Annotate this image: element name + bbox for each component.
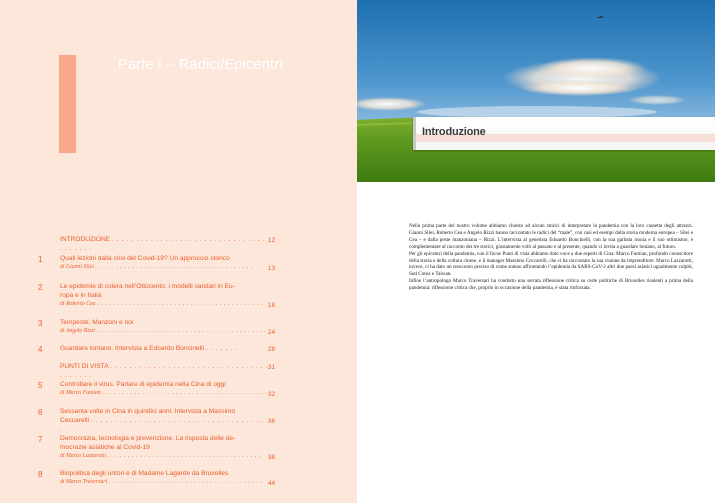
toc-author: di Gianni Silei . . . . . . . . . . . . . . . . . . . . . . . . . . . . . . . . . . . . . . . xyxy=(60,264,254,270)
toc-page: 24 xyxy=(267,329,275,336)
toc-number: 1 xyxy=(38,255,43,264)
toc-page: 36 xyxy=(267,418,275,425)
toc-author: di Roberto Cea . . . . . . . . . . . . . . . . . . . . . . . . . . . . . . . . . . . . . . . . . xyxy=(60,301,263,307)
intro-body-text xyxy=(409,223,693,292)
paragraph: Per gli epicentri della pandemia, con il focus Punti di vista abbiamo dato voce a due esperti di Cina: Marco Fumian, profondo conoscitore della storia e della cultura cinese, e il manager Massimo Ceccarelli, che ci ha raccontato la sua visione da imprenditore. Marco Lazzarotti, invece, ci ha dato un resoconto preciso di come stanno affrontando l’epidemia da SARS-CoV-2 altri due paesi asiatici ugualmente colpiti, Sud Corea e Taiwan. xyxy=(409,250,693,278)
landscape-photo xyxy=(357,0,715,182)
toc-page: 31 xyxy=(267,364,275,371)
intro-title-box xyxy=(413,117,715,150)
toc-number: 4 xyxy=(38,345,43,354)
right-page xyxy=(357,0,715,503)
toc-page: 44 xyxy=(267,480,275,487)
toc-title-line2: mocrazie asiatiche al Covid-19 xyxy=(60,444,150,451)
paragraph: Infine l’antropologo Marco Traversari ha condotto una serrata riflessione critica su certe politiche di Bruxelles risalenti a prima della pandemia: riflessione critica che, proprio in occasione della pandemia, è stata rinforzata. xyxy=(409,278,693,292)
accent-bar xyxy=(59,55,76,153)
toc-title-line2: ropa e in Italia xyxy=(60,292,102,299)
toc-title: Quali lezioni dalla crisi del Covid-19? Un approccio storico xyxy=(60,255,230,262)
toc-page: 18 xyxy=(267,302,275,309)
toc-author: di Angelo Rizzi . . . . . . . . . . . . . . . . . . . . . . . . . . . . . . . . . . . . . . . . . . xyxy=(60,328,267,334)
toc-number: 8 xyxy=(38,470,43,479)
toc-number: 5 xyxy=(38,381,43,390)
toc-title: Controllare il virus. Parlare di epidemia nella Cina di oggi xyxy=(60,381,226,388)
intro-title: Introduzione xyxy=(422,126,486,138)
toc-title: Guardare lontano. Intervista a Edoardo Boncinelli . . . . . . . xyxy=(60,345,238,352)
toc-number: 7 xyxy=(38,435,43,444)
toc-title: Le epidemie di colera nell’Ottocento: i modelli sanitari in Eu- xyxy=(60,283,235,290)
left-page xyxy=(0,0,357,503)
toc-title-line2: Ceccarelli . . . . . . . . . . . . . . . . . . . . . . . . . . . . . . . . . . . . . . xyxy=(60,417,269,433)
toc-page: 13 xyxy=(267,265,275,272)
toc-page: 32 xyxy=(267,391,275,398)
toc-title: Biopolitica degli untori e di Madame Lagarde da Bruxelles xyxy=(60,470,229,477)
toc-page: 38 xyxy=(267,454,275,461)
paragraph: Nella prima parte del nostro volume abbiamo chiesto ad alcuni storici di interpretare la pandemia con la loro cassetta degli attrezzi. Gianni Silei, Roberto Cea e Angelo Rizzi hanno raccontato le radici del “male”, con casi ed esempi dalla storia moderna europea – Silei e Cea – e dalla peste manzoniana – Rizzi. L’intervista al genetista Edoardo Boncinelli, con la sua garbata ironia e il suo ottimismo, è complementare al racconto dei tre storici, giustamente volti al passato e al presente, quando ci invita a guardare lontano, al futuro. xyxy=(409,223,693,250)
toc-author: di Marco Traversari . . . . . . . . . . . . . . . . . . . . . . . . . . . . . . . . . . . . . . xyxy=(60,479,263,485)
toc-page: 28 xyxy=(267,346,275,353)
part-title: Parte I – Radici/Epicentri xyxy=(118,57,283,73)
toc-number: 2 xyxy=(38,283,43,292)
toc-title: Democrazia, tecnologia e prevenzione. La risposta delle de- xyxy=(60,435,236,442)
toc-title: Tempeste, Manzoni e noi xyxy=(60,319,134,326)
toc-author: di Marco Fumian . . . . . . . . . . . . . . . . . . . . . . . . . . . . . . . . . . . . . . . . . xyxy=(60,390,269,396)
toc-number: 6 xyxy=(38,408,43,417)
toc-title: INTRODUZIONE . . . . . . . . . . . . . . . . . . . . . . . . . . . . . . . . . . . . . . . xyxy=(60,236,266,252)
toc-number: 3 xyxy=(38,319,43,328)
toc-author: di Marco Lazzarotti . . . . . . . . . . . . . . . . . . . . . . . . . . . . . . . . . . . . . . xyxy=(60,453,262,459)
toc-title: PUNTI DI VISTA . . . . . . . . . . . . . . . . . . . . . . . . . . . . . . . . . . . . . . . . xyxy=(60,363,269,379)
toc-title: Sessanta volte in Cina in quindici anni. Intervista a Massimo xyxy=(60,408,236,415)
toc-page: 12 xyxy=(267,237,275,244)
